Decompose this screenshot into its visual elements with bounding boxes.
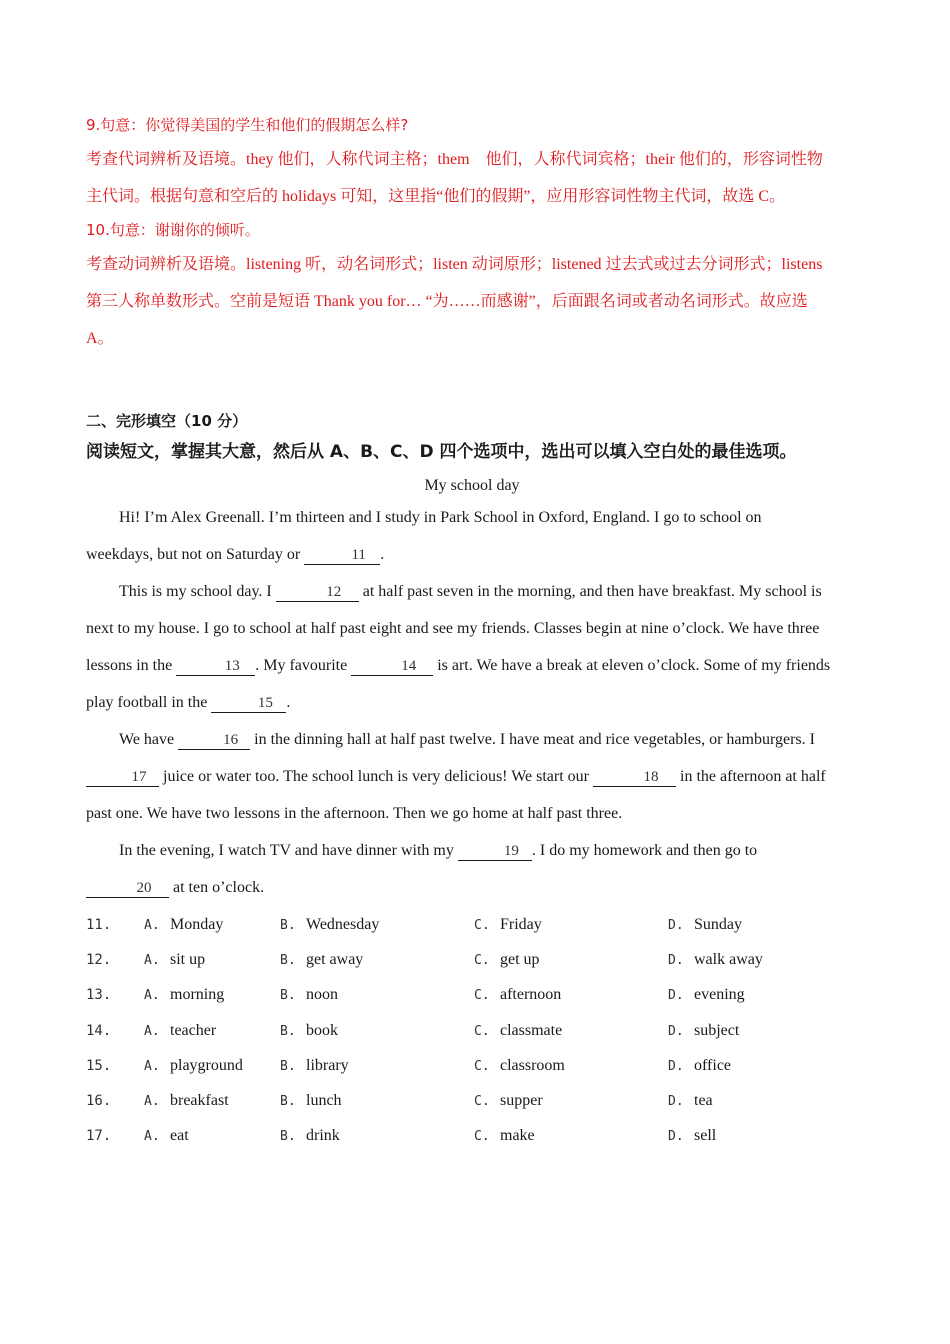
blank-16[interactable]: 16	[178, 731, 250, 750]
q9-explanation-line-2: 主代词。根据句意和空后的 holidays 可知，这里指“他们的假期”，应用形容词性物主代词，故选 C。	[86, 188, 786, 205]
p2-period: .	[286, 694, 291, 711]
q10-explanation-line-3: A。	[86, 330, 114, 347]
document-page	[86, 110, 858, 1154]
option-b[interactable]	[280, 916, 474, 934]
option-text: subject	[694, 1021, 740, 1039]
option-c[interactable]	[474, 1022, 668, 1040]
option-d[interactable]	[668, 1057, 731, 1075]
option-b[interactable]	[280, 1057, 474, 1075]
question-number: 14.	[86, 1022, 112, 1039]
option-d[interactable]	[668, 1127, 716, 1145]
option-letter: D.	[668, 1023, 684, 1039]
option-letter: A.	[144, 1058, 160, 1074]
option-letter: C.	[474, 917, 490, 933]
p1-text-b: weekdays, but not on Saturday or	[86, 546, 301, 563]
option-letter: D.	[668, 988, 684, 1004]
blank-20[interactable]: 20	[86, 879, 169, 898]
option-letter: D.	[668, 1094, 684, 1110]
option-a[interactable]	[144, 1127, 280, 1145]
option-a[interactable]	[144, 1092, 280, 1110]
question-number: 17.	[86, 1128, 112, 1145]
passage-title: My school day	[424, 477, 520, 494]
option-text: Monday	[170, 915, 224, 933]
option-d[interactable]	[668, 1022, 739, 1040]
option-a[interactable]	[144, 916, 280, 934]
option-text: sit up	[170, 950, 206, 968]
q10-explanation-line-2: 第三人称单数形式。空前是短语 Thank you for… “为……而感谢”，后面跟名词或者动名词形式。故应选	[86, 293, 808, 310]
paragraph-3	[86, 721, 858, 832]
option-d[interactable]	[668, 1092, 713, 1110]
option-text: sell	[694, 1127, 717, 1145]
option-letter: A.	[144, 1023, 160, 1039]
question-number: 16.	[86, 1093, 112, 1110]
p2-text-e: . My favourite	[255, 657, 348, 674]
question-number: 12.	[86, 951, 112, 968]
option-text: Sunday	[694, 915, 742, 933]
option-letter: A.	[144, 1129, 160, 1145]
option-text: library	[306, 1056, 349, 1074]
blank-12[interactable]: 12	[276, 583, 359, 602]
p4-text-c: at ten o’clock.	[173, 879, 265, 896]
blank-17[interactable]: 17	[86, 768, 159, 787]
option-letter: C.	[474, 952, 490, 968]
paragraph-2	[86, 573, 858, 721]
option-text: drink	[306, 1127, 340, 1145]
option-b[interactable]	[280, 951, 474, 969]
option-c[interactable]	[474, 1057, 668, 1075]
paragraph-4	[86, 832, 858, 906]
p1-text-a: Hi! I’m Alex Greenall. I’m thirteen and I study in Park School in Oxford, England. I go to school on	[119, 509, 762, 526]
option-letter: B.	[280, 1094, 296, 1110]
option-letter: D.	[668, 917, 684, 933]
option-letter: D.	[668, 1058, 684, 1074]
p3-text-d: in the afternoon at half	[680, 768, 826, 785]
option-d[interactable]	[668, 986, 745, 1004]
option-letter: A.	[144, 1094, 160, 1110]
paragraph-1	[86, 499, 858, 573]
option-text: supper	[500, 1092, 543, 1110]
option-letter: A.	[144, 917, 160, 933]
option-c[interactable]	[474, 1127, 668, 1145]
p2-text-d: lessons in the	[86, 657, 173, 674]
option-c[interactable]	[474, 986, 668, 1004]
p3-text-b: in the dinning hall at half past twelve. I have meat and rice vegetables, or hamburgers. I	[254, 731, 815, 748]
option-letter: C.	[474, 1023, 490, 1039]
p2-text-b: at half past seven in the morning, and then have breakfast. My school is	[362, 583, 822, 600]
option-b[interactable]	[280, 986, 474, 1004]
options-list	[86, 907, 858, 1154]
blank-14[interactable]: 14	[351, 657, 433, 676]
option-text: office	[694, 1056, 732, 1074]
q9-explanation-line-1: 考查代词辨析及语境。they 他们，人称代词主格；them 他们，人称代词宾格；their 他们的，形容词性物	[86, 151, 823, 168]
option-a[interactable]	[144, 951, 280, 969]
option-letter: A.	[144, 952, 160, 968]
p2-text-f: is art. We have a break at eleven o’clock. Some of my friends	[437, 657, 831, 674]
option-text: get up	[500, 950, 540, 968]
blank-13[interactable]: 13	[176, 657, 255, 676]
blank-15[interactable]: 15	[211, 694, 286, 713]
option-letter: C.	[474, 1129, 490, 1145]
option-text: eat	[170, 1127, 189, 1145]
option-text: tea	[694, 1092, 713, 1110]
p2-text-c: next to my house. I go to school at half past eight and see my friends. Classes begin at nine o’clock. We have three	[86, 620, 820, 637]
option-text: playground	[170, 1056, 243, 1074]
q9-meaning-text: 9.句意：你觉得美国的学生和他们的假期怎么样?	[86, 116, 409, 134]
p3-text-c: juice or water too. The school lunch is very delicious! We start our	[163, 768, 590, 785]
option-c[interactable]	[474, 1092, 668, 1110]
question-number: 15.	[86, 1057, 112, 1074]
blank-18[interactable]: 18	[593, 768, 676, 787]
question-row-12	[86, 942, 858, 977]
option-text: classmate	[500, 1021, 563, 1039]
option-c[interactable]	[474, 951, 668, 969]
option-letter: C.	[474, 988, 490, 1004]
option-letter: D.	[668, 952, 684, 968]
option-text: make	[500, 1127, 535, 1145]
option-letter: B.	[280, 988, 296, 1004]
section-title: 二、完形填空（10 分）	[86, 412, 248, 430]
option-letter: B.	[280, 1058, 296, 1074]
option-text: walk away	[694, 950, 763, 968]
option-text: Wednesday	[306, 915, 380, 933]
option-letter: B.	[280, 1023, 296, 1039]
blank-19[interactable]: 19	[458, 842, 532, 861]
q10-meaning-text: 10.句意：谢谢你的倾听。	[86, 221, 260, 239]
question-number: 11.	[86, 916, 112, 933]
option-text: teacher	[170, 1021, 217, 1039]
option-letter: B.	[280, 1129, 296, 1145]
option-text: Friday	[500, 915, 542, 933]
option-d[interactable]	[668, 916, 742, 934]
p2-text-a: This is my school day. I	[119, 583, 272, 600]
p2-text-g: play football in the	[86, 694, 208, 711]
q10-explanation-line-1: 考查动词辨析及语境。listening 听，动名词形式；listen 动词原形；listened 过去式或过去分词形式；listens	[86, 256, 823, 273]
q10-meaning	[86, 215, 858, 246]
question-number: 13.	[86, 987, 112, 1004]
p4-text-a: In the evening, I watch TV and have dinner with my	[119, 842, 454, 859]
question-row-15	[86, 1048, 858, 1083]
p4-text-b: . I do my homework and then go to	[531, 842, 758, 859]
q9-meaning	[86, 110, 858, 141]
option-text: breakfast	[170, 1092, 229, 1110]
section-instruction: 阅读短文，掌握其大意，然后从 A、B、C、D 四个选项中，选出可以填入空白处的最佳选项。	[86, 442, 797, 462]
option-text: afternoon	[500, 986, 562, 1004]
option-b[interactable]	[280, 1092, 474, 1110]
option-b[interactable]	[280, 1022, 474, 1040]
p3-text-a: We have	[119, 731, 175, 748]
option-a[interactable]	[144, 1022, 280, 1040]
option-letter: C.	[474, 1094, 490, 1110]
option-c[interactable]	[474, 916, 668, 934]
option-letter: B.	[280, 952, 296, 968]
question-row-11	[86, 907, 858, 942]
option-letter: C.	[474, 1058, 490, 1074]
option-text: lunch	[306, 1092, 342, 1110]
option-text: morning	[170, 986, 225, 1004]
option-text: book	[306, 1021, 338, 1039]
option-letter: B.	[280, 917, 296, 933]
option-letter: D.	[668, 1129, 684, 1145]
p3-text-e: past one. We have two lessons in the afternoon. Then we go home at half past three.	[86, 805, 623, 822]
question-row-13	[86, 978, 858, 1013]
option-letter: A.	[144, 988, 160, 1004]
question-row-16	[86, 1083, 858, 1118]
option-b[interactable]	[280, 1127, 474, 1145]
question-row-17	[86, 1119, 858, 1154]
p1-period: .	[380, 546, 385, 563]
option-d[interactable]	[668, 951, 763, 969]
option-a[interactable]	[144, 1057, 280, 1075]
option-a[interactable]	[144, 986, 280, 1004]
option-text: noon	[306, 986, 338, 1004]
option-text: get away	[306, 950, 364, 968]
question-row-14	[86, 1013, 858, 1048]
blank-11[interactable]: 11	[304, 546, 380, 565]
option-text: evening	[694, 986, 745, 1004]
option-text: classroom	[500, 1056, 565, 1074]
